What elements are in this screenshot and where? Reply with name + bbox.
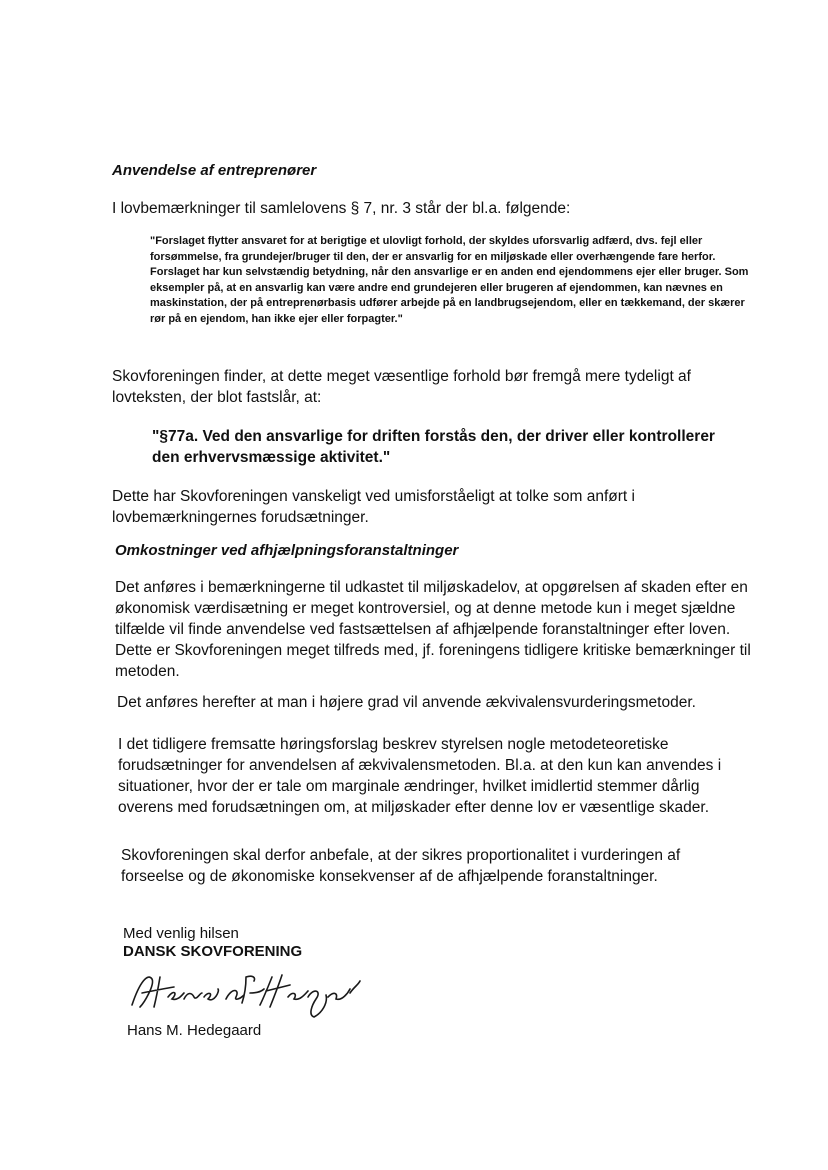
paragraph-hoeringsforslag: I det tidligere fremsatte høringsforslag beskrev styrelsen nogle metodeteoretiske forudsætninger for anvendelsen af ækvivalensmetoden. Bl.a. at den kun kan anvendes i situationer, hvor der er tale om marginale ændringer, hvilket imidlertid stemmer dårlig overens med forudsætningen om, at miljøskader efter denne lov er væsentlige skader.: [118, 736, 722, 816]
section-heading-entreprenoerer: Anvendelse af entreprenører: [112, 162, 317, 179]
paragraph-aekvivalensvurdering: Det anføres herefter at man i højere grad vil anvende ækvivalensvurderingsmetoder.: [117, 694, 696, 711]
organization-name: DANSK SKOVFORENING: [123, 943, 303, 960]
quote-lovbemaerkninger: "Forslaget flytter ansvaret for at berigtige et ulovligt forhold, der skyldes uforsvarlig adfærd, dvs. fejl eller forsømmelse, fra grundejer/bruger til den, der er ansvarlig for en miljøskade eller overhængende fare herfor. Forslaget har kun selvstændig betydning, når den ansvarlige er en anden end ejendommens ejer eller bruger. Som eksempler på, at en ansvarlig kan være andre end grundejeren eller brugeren af ejendommen, kan nævnes en maskinstation, der på entreprenørbasis udfører arbejde på en landbrugsejendom, eller en tækkemand, der skærer rør på en ejendom, han ikke ejer eller forpagter.": [150, 235, 749, 325]
paragraph-oekonomisk-vaerdisaetning: Det anføres i bemærkningerne til udkastet til miljøskadelov, at opgørelsen af skaden efter en økonomisk værdisætning er meget kontroversiel, og at denne metode kun i meget sjældne tilfælde vil finde anvendelse ved fastsættelsen af afhjælpende foranstaltninger efter loven. Dette er Skovforeningen meget tilfreds med, jf. foreningens tidligere kritiske bemærkninger til metoden.: [115, 579, 751, 680]
paragraph-skovforeningen-finder: Skovforeningen finder, at dette meget væsentlige forhold bør fremgå mere tydeligt af lovteksten, der blot fastslår, at:: [112, 368, 691, 406]
section-heading-omkostninger: Omkostninger ved afhjælpningsforanstaltninger: [115, 542, 459, 559]
paragraph-anbefaling: Skovforeningen skal derfor anbefale, at der sikres proportionalitet i vurderingen af forseelse og de økonomiske konsekvenser af de afhjælpende foranstaltninger.: [121, 847, 681, 885]
quote-paragraph-77a: "§77a. Ved den ansvarlige for driften forstås den, der driver eller kontrollerer den erhvervsmæssige aktivitet.": [152, 428, 715, 466]
handwritten-signature: [122, 963, 362, 1023]
paragraph-tolkning: Dette har Skovforeningen vanskeligt ved umisforståeligt at tolke som anført i lovbemærkningernes forudsætninger.: [112, 488, 635, 526]
closing-greeting: Med venlig hilsen: [123, 925, 239, 942]
intro-paragraph: I lovbemærkninger til samlelovens § 7, nr. 3 står der bl.a. følgende:: [112, 200, 571, 217]
signer-name: Hans M. Hedegaard: [127, 1022, 262, 1039]
